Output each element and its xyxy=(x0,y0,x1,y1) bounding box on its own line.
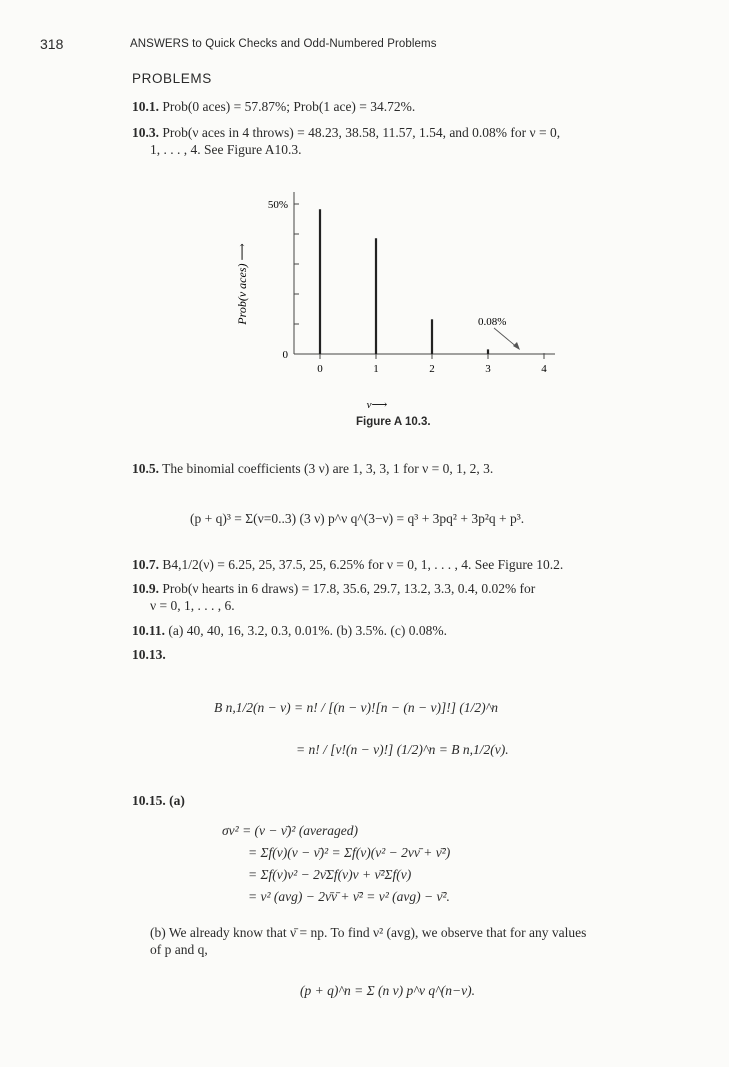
x-tick-label: 4 xyxy=(541,363,547,375)
equation-10-13-line2: = n! / [ν!(n − ν)!] (1/2)^n = B n,1/2(ν). xyxy=(296,742,509,757)
answer-10-7 xyxy=(132,556,563,573)
equation-10-15-line4: = ν² (avg) − 2ν̄ν̄ + ν̄² = ν² (avg) − ν̄². xyxy=(248,889,450,904)
equation-10-15-binomial: (p + q)^n = Σ (n ν) p^ν q^(n−ν). xyxy=(300,983,476,998)
bar-annotation: 0.08% xyxy=(478,316,507,328)
x-tick-label: 3 xyxy=(485,363,491,375)
page-number: 318 xyxy=(40,36,64,52)
answer-label: 10.3. xyxy=(132,125,159,140)
answer-text: The binomial coefficients (3 ν) are 1, 3, 3, 1 for ν = 0, 1, 2, 3. xyxy=(162,461,494,476)
answer-10-1 xyxy=(132,98,415,115)
equation-10-15-line1: σν² = (ν − ν̄)² (averaged) xyxy=(222,823,359,838)
y-tick-label: 0 xyxy=(282,349,288,361)
figure-bars xyxy=(320,209,544,354)
figure-caption: Figure A 10.3. xyxy=(356,416,431,428)
answer-text: (a) 40, 40, 16, 3.2, 0.3, 0.01%. (b) 3.5%. (c) 0.08%. xyxy=(168,623,447,638)
y-axis-label: Prob(ν aces) ⟶ xyxy=(235,243,249,325)
answer-label: 10.11. xyxy=(132,623,166,638)
answer-text: B4,1/2(ν) = 6.25, 25, 37.5, 25, 6.25% for ν = 0, 1, . . . , 4. See Figure 10.2. xyxy=(162,557,564,572)
equation-10-15-line3: = Σf(ν)ν² − 2ν̄Σf(ν)ν + ν̄²Σf(ν) xyxy=(248,867,412,882)
answer-text: Prob(ν aces in 4 throws) = 48.23, 38.58, 11.57, 1.54, and 0.08% for ν = 0, xyxy=(162,125,561,140)
answer-10-9-cont: ν = 0, 1, . . . , 6. xyxy=(150,598,235,613)
annotation-arrowhead xyxy=(513,342,520,350)
answer-10-11 xyxy=(132,622,447,639)
equation-10-5: (p + q)³ = Σ(ν=0..3) (3 ν) p^ν q^(3−ν) = q³ + 3pq² + 3p²q + p³. xyxy=(190,511,525,526)
answer-text: Prob(0 aces) = 57.87%; Prob(1 ace) = 34.72%. xyxy=(162,99,416,114)
running-head: ANSWERS to Quick Checks and Odd-Numbered Problems xyxy=(130,38,437,50)
answer-10-13-label: 10.13. xyxy=(132,647,166,662)
answer-label: 10.7. xyxy=(132,557,159,572)
answer-10-15-part-b-cont: of p and q, xyxy=(150,942,208,957)
x-axis-label: ν⟶ xyxy=(366,399,388,411)
answer-10-3 xyxy=(132,124,560,141)
answer-10-3-cont: 1, . . . , 4. See Figure A10.3. xyxy=(150,142,302,157)
answer-text: Prob(ν hearts in 6 draws) = 17.8, 35.6, 29.7, 13.2, 3.3, 0.4, 0.02% for xyxy=(162,581,536,596)
x-tick-label: 0 xyxy=(317,363,323,375)
x-tick-label: 1 xyxy=(373,363,379,375)
answer-10-5 xyxy=(132,460,493,477)
answer-10-15-label: 10.15. (a) xyxy=(132,793,185,808)
answer-label: 10.1. xyxy=(132,99,159,114)
figure-axes xyxy=(294,192,555,354)
figure-a10-3 xyxy=(230,188,570,413)
answer-10-9 xyxy=(132,580,535,597)
answer-10-15-part-b: (b) We already know that ν̄ = np. To find ν² (avg), we observe that for any values xyxy=(150,925,587,940)
section-title: PROBLEMS xyxy=(132,71,212,86)
equation-10-13-line1: B n,1/2(n − ν) = n! / [(n − ν)![n − (n − ν)]!] (1/2)^n xyxy=(214,700,499,715)
answer-label: 10.9. xyxy=(132,581,159,596)
x-tick-label: 2 xyxy=(429,363,435,375)
figure-ticks xyxy=(268,199,547,375)
y-tick-label: 50% xyxy=(267,199,288,211)
equation-10-15-line2: = Σf(ν)(ν − ν̄)² = Σf(ν)(ν² − 2νν̄ + ν̄²) xyxy=(248,845,451,860)
answer-label: 10.5. xyxy=(132,461,159,476)
